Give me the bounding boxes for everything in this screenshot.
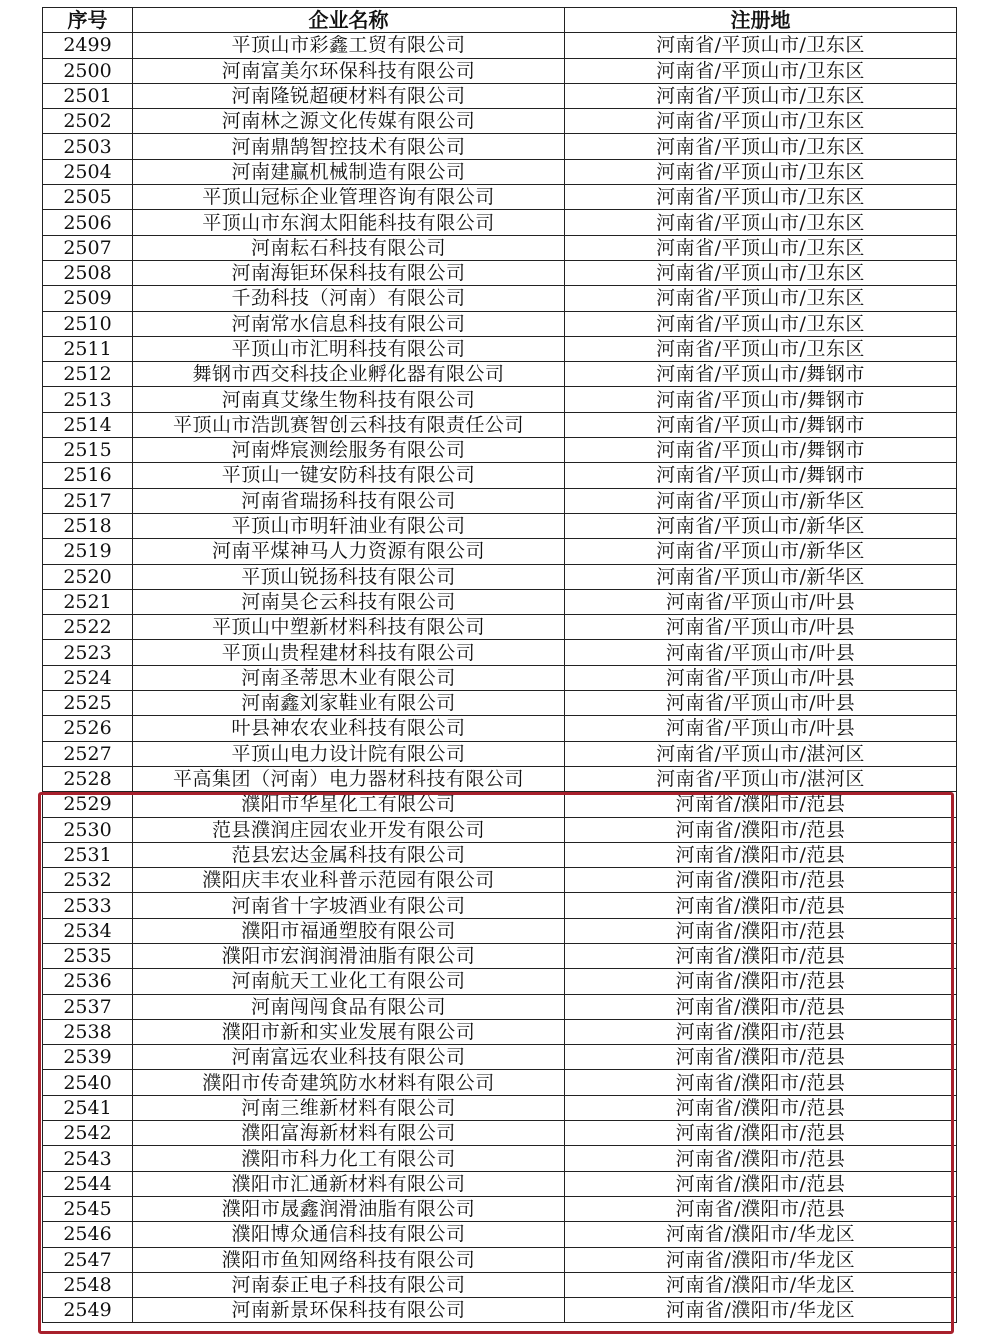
row-company-name: 河南昊仑云科技有限公司 [133,589,565,614]
header-serial-number: 序号 [43,8,133,33]
row-company-name: 平顶山市彩鑫工贸有限公司 [133,33,565,58]
row-company-name: 濮阳市鱼知网络科技有限公司 [133,1247,565,1272]
row-company-name: 濮阳市汇通新材料有限公司 [133,1171,565,1196]
table-row [43,438,957,463]
row-registered-location: 河南省/濮阳市/范县 [565,943,957,968]
table-row [43,1272,957,1297]
row-company-name: 平顶山市明轩油业有限公司 [133,513,565,538]
row-serial-number: 2522 [43,615,133,640]
row-registered-location: 河南省/平顶山市/卫东区 [565,134,957,159]
row-serial-number: 2539 [43,1045,133,1070]
row-registered-location: 河南省/濮阳市/范县 [565,1019,957,1044]
row-serial-number: 2513 [43,387,133,412]
row-company-name: 千劲科技（河南）有限公司 [133,286,565,311]
row-serial-number: 2527 [43,741,133,766]
row-registered-location: 河南省/濮阳市/范县 [565,918,957,943]
table-row [43,463,957,488]
row-serial-number: 2540 [43,1070,133,1095]
row-serial-number: 2509 [43,286,133,311]
row-registered-location: 河南省/平顶山市/卫东区 [565,109,957,134]
row-serial-number: 2537 [43,994,133,1019]
table-row [43,817,957,842]
table-row [43,589,957,614]
row-serial-number: 2544 [43,1171,133,1196]
table-row [43,1121,957,1146]
table-row [43,1222,957,1247]
row-registered-location: 河南省/濮阳市/范县 [565,1045,957,1070]
row-company-name: 河南真艾缘生物科技有限公司 [133,387,565,412]
row-company-name: 平顶山电力设计院有限公司 [133,741,565,766]
row-serial-number: 2547 [43,1247,133,1272]
row-serial-number: 2530 [43,817,133,842]
header-row [43,8,957,33]
table-row [43,994,957,1019]
row-registered-location: 河南省/濮阳市/范县 [565,1095,957,1120]
row-company-name: 河南泰正电子科技有限公司 [133,1272,565,1297]
table-row [43,918,957,943]
table-row [43,109,957,134]
table-row [43,210,957,235]
row-company-name: 河南三维新材料有限公司 [133,1095,565,1120]
row-registered-location: 河南省/平顶山市/叶县 [565,615,957,640]
row-company-name: 河南闯闯食品有限公司 [133,994,565,1019]
row-registered-location: 河南省/濮阳市/范县 [565,994,957,1019]
row-serial-number: 2542 [43,1121,133,1146]
row-serial-number: 2500 [43,58,133,83]
row-registered-location: 河南省/平顶山市/叶县 [565,665,957,690]
row-registered-location: 河南省/濮阳市/范县 [565,842,957,867]
row-registered-location: 河南省/濮阳市/范县 [565,1196,957,1221]
row-registered-location: 河南省/平顶山市/新华区 [565,564,957,589]
table-row [43,868,957,893]
table-row [43,615,957,640]
row-serial-number: 2526 [43,716,133,741]
row-serial-number: 2545 [43,1196,133,1221]
row-registered-location: 河南省/濮阳市/华龙区 [565,1298,957,1323]
row-company-name: 平顶山一键安防科技有限公司 [133,463,565,488]
row-registered-location: 河南省/濮阳市/范县 [565,969,957,994]
row-company-name: 河南新景环保科技有限公司 [133,1298,565,1323]
row-registered-location: 河南省/平顶山市/叶县 [565,716,957,741]
table-row [43,336,957,361]
table-row [43,539,957,564]
row-serial-number: 2499 [43,33,133,58]
row-company-name: 河南常水信息科技有限公司 [133,311,565,336]
row-serial-number: 2508 [43,260,133,285]
row-company-name: 平顶山贵程建材科技有限公司 [133,640,565,665]
row-company-name: 河南烨宸测绘服务有限公司 [133,438,565,463]
table-header [43,8,957,33]
row-registered-location: 河南省/濮阳市/华龙区 [565,1247,957,1272]
row-registered-location: 河南省/平顶山市/湛河区 [565,766,957,791]
row-registered-location: 河南省/濮阳市/范县 [565,1171,957,1196]
table-row [43,1196,957,1221]
table-row [43,943,957,968]
row-serial-number: 2512 [43,362,133,387]
row-registered-location: 河南省/濮阳市/范县 [565,792,957,817]
company-list-sheet [42,7,956,1323]
row-company-name: 叶县神农农业科技有限公司 [133,716,565,741]
table-row [43,235,957,260]
row-serial-number: 2502 [43,109,133,134]
row-serial-number: 2532 [43,868,133,893]
table-row [43,1019,957,1044]
row-serial-number: 2504 [43,159,133,184]
table-row [43,564,957,589]
table-row [43,716,957,741]
row-registered-location: 河南省/平顶山市/新华区 [565,539,957,564]
table-row [43,766,957,791]
table-row [43,387,957,412]
row-serial-number: 2548 [43,1272,133,1297]
row-registered-location: 河南省/平顶山市/卫东区 [565,83,957,108]
row-registered-location: 河南省/平顶山市/卫东区 [565,210,957,235]
table-row [43,159,957,184]
row-company-name: 河南平煤神马人力资源有限公司 [133,539,565,564]
table-row [43,33,957,58]
table-row [43,1146,957,1171]
table-row [43,640,957,665]
table-row [43,741,957,766]
row-serial-number: 2503 [43,134,133,159]
row-company-name: 河南省十字坡酒业有限公司 [133,893,565,918]
row-registered-location: 河南省/平顶山市/卫东区 [565,33,957,58]
row-company-name: 平顶山市浩凯赛智创云科技有限责任公司 [133,412,565,437]
row-company-name: 河南海钜环保科技有限公司 [133,260,565,285]
table-row [43,842,957,867]
table-row [43,1247,957,1272]
row-registered-location: 河南省/濮阳市/范县 [565,893,957,918]
row-registered-location: 河南省/平顶山市/舞钢市 [565,438,957,463]
row-serial-number: 2506 [43,210,133,235]
row-company-name: 河南耘石科技有限公司 [133,235,565,260]
row-serial-number: 2517 [43,488,133,513]
row-registered-location: 河南省/濮阳市/范县 [565,1146,957,1171]
row-registered-location: 河南省/平顶山市/卫东区 [565,286,957,311]
row-serial-number: 2536 [43,969,133,994]
row-company-name: 河南鑫刘家鞋业有限公司 [133,691,565,716]
table-row [43,792,957,817]
row-serial-number: 2501 [43,83,133,108]
row-serial-number: 2510 [43,311,133,336]
row-serial-number: 2528 [43,766,133,791]
row-company-name: 濮阳市晟鑫润滑油脂有限公司 [133,1196,565,1221]
row-serial-number: 2518 [43,513,133,538]
table-row [43,488,957,513]
table-row [43,1095,957,1120]
row-registered-location: 河南省/平顶山市/卫东区 [565,159,957,184]
row-serial-number: 2538 [43,1019,133,1044]
row-company-name: 平顶山冠标企业管理咨询有限公司 [133,185,565,210]
row-serial-number: 2516 [43,463,133,488]
row-registered-location: 河南省/濮阳市/范县 [565,1121,957,1146]
row-company-name: 濮阳市福通塑胶有限公司 [133,918,565,943]
row-company-name: 濮阳博众通信科技有限公司 [133,1222,565,1247]
row-company-name: 濮阳市传奇建筑防水材料有限公司 [133,1070,565,1095]
row-registered-location: 河南省/濮阳市/范县 [565,868,957,893]
row-company-name: 濮阳市科力化工有限公司 [133,1146,565,1171]
row-serial-number: 2505 [43,185,133,210]
row-registered-location: 河南省/平顶山市/叶县 [565,691,957,716]
row-company-name: 平顶山锐扬科技有限公司 [133,564,565,589]
table-row [43,83,957,108]
company-table [42,7,957,1323]
row-registered-location: 河南省/濮阳市/范县 [565,1070,957,1095]
row-company-name: 舞钢市西交科技企业孵化器有限公司 [133,362,565,387]
row-serial-number: 2541 [43,1095,133,1120]
row-registered-location: 河南省/平顶山市/舞钢市 [565,362,957,387]
table-body [43,33,957,1323]
row-serial-number: 2533 [43,893,133,918]
table-row [43,185,957,210]
row-registered-location: 河南省/平顶山市/舞钢市 [565,463,957,488]
row-company-name: 河南省瑞扬科技有限公司 [133,488,565,513]
row-registered-location: 河南省/平顶山市/新华区 [565,488,957,513]
row-company-name: 平顶山市东润太阳能科技有限公司 [133,210,565,235]
row-company-name: 河南林之源文化传媒有限公司 [133,109,565,134]
row-registered-location: 河南省/濮阳市/华龙区 [565,1222,957,1247]
row-company-name: 河南建赢机械制造有限公司 [133,159,565,184]
table-row [43,362,957,387]
row-registered-location: 河南省/平顶山市/卫东区 [565,260,957,285]
row-registered-location: 河南省/平顶山市/卫东区 [565,58,957,83]
row-serial-number: 2521 [43,589,133,614]
table-row [43,58,957,83]
row-company-name: 河南富远农业科技有限公司 [133,1045,565,1070]
row-company-name: 河南航天工业化工有限公司 [133,969,565,994]
header-company-name: 企业名称 [133,8,565,33]
row-registered-location: 河南省/平顶山市/卫东区 [565,185,957,210]
row-registered-location: 河南省/平顶山市/叶县 [565,640,957,665]
table-row [43,260,957,285]
row-registered-location: 河南省/濮阳市/华龙区 [565,1272,957,1297]
row-serial-number: 2519 [43,539,133,564]
table-row [43,513,957,538]
table-row [43,311,957,336]
row-registered-location: 河南省/平顶山市/叶县 [565,589,957,614]
row-serial-number: 2523 [43,640,133,665]
row-company-name: 河南鼎鹄智控技术有限公司 [133,134,565,159]
table-row [43,893,957,918]
row-serial-number: 2543 [43,1146,133,1171]
row-registered-location: 河南省/平顶山市/舞钢市 [565,412,957,437]
row-company-name: 濮阳市新和实业发展有限公司 [133,1019,565,1044]
row-company-name: 范县濮润庄园农业开发有限公司 [133,817,565,842]
row-serial-number: 2511 [43,336,133,361]
row-serial-number: 2515 [43,438,133,463]
row-company-name: 平高集团（河南）电力器材科技有限公司 [133,766,565,791]
row-registered-location: 河南省/濮阳市/范县 [565,817,957,842]
table-row [43,134,957,159]
row-serial-number: 2534 [43,918,133,943]
table-row [43,412,957,437]
row-registered-location: 河南省/平顶山市/卫东区 [565,235,957,260]
table-row [43,1045,957,1070]
row-company-name: 濮阳庆丰农业科普示范园有限公司 [133,868,565,893]
row-company-name: 平顶山中塑新材料科技有限公司 [133,615,565,640]
row-company-name: 濮阳富海新材料有限公司 [133,1121,565,1146]
row-registered-location: 河南省/平顶山市/卫东区 [565,336,957,361]
row-company-name: 濮阳市华星化工有限公司 [133,792,565,817]
row-serial-number: 2525 [43,691,133,716]
row-registered-location: 河南省/平顶山市/舞钢市 [565,387,957,412]
table-row [43,691,957,716]
row-registered-location: 河南省/平顶山市/湛河区 [565,741,957,766]
row-serial-number: 2524 [43,665,133,690]
table-row [43,1070,957,1095]
table-row [43,1171,957,1196]
row-company-name: 河南隆锐超硬材料有限公司 [133,83,565,108]
row-serial-number: 2520 [43,564,133,589]
table-row [43,1298,957,1323]
row-company-name: 范县宏达金属科技有限公司 [133,842,565,867]
row-serial-number: 2549 [43,1298,133,1323]
table-row [43,969,957,994]
row-registered-location: 河南省/平顶山市/新华区 [565,513,957,538]
row-company-name: 濮阳市宏润润滑油脂有限公司 [133,943,565,968]
row-serial-number: 2546 [43,1222,133,1247]
row-company-name: 河南富美尔环保科技有限公司 [133,58,565,83]
row-registered-location: 河南省/平顶山市/卫东区 [565,311,957,336]
table-row [43,665,957,690]
row-serial-number: 2531 [43,842,133,867]
row-company-name: 平顶山市汇明科技有限公司 [133,336,565,361]
row-serial-number: 2514 [43,412,133,437]
row-serial-number: 2529 [43,792,133,817]
row-company-name: 河南圣蒂思木业有限公司 [133,665,565,690]
header-registered-location: 注册地 [565,8,957,33]
table-row [43,286,957,311]
row-serial-number: 2507 [43,235,133,260]
row-serial-number: 2535 [43,943,133,968]
